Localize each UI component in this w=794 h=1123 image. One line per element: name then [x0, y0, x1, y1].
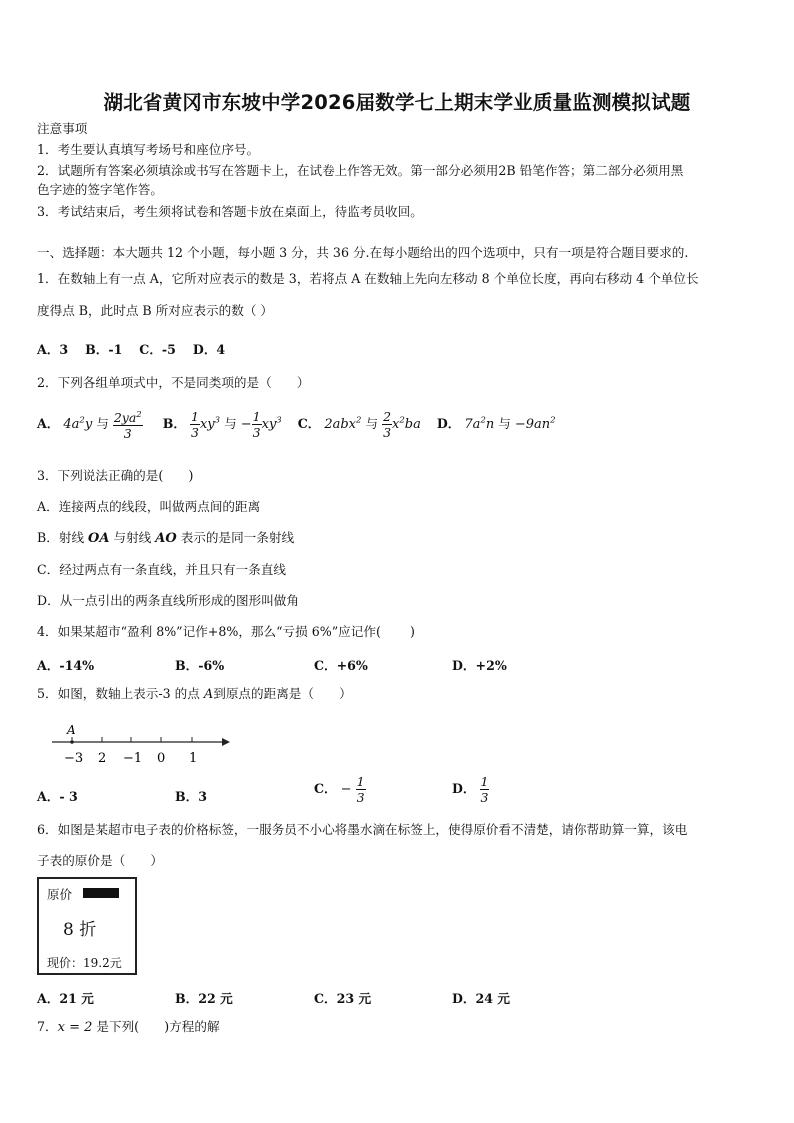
- q5-stem: [37, 686, 352, 703]
- q4-option-a: A．-14%: [37, 658, 95, 673]
- q2-with: 与: [365, 416, 379, 432]
- q5-fraction: $\frac{1}{3}$: [480, 774, 489, 805]
- tag-original-label: 原价: [47, 887, 73, 902]
- tick-label: −3: [64, 751, 84, 766]
- q4-option-c: C．+6%: [314, 658, 368, 673]
- q2-opt-b-label: B．: [162, 416, 186, 432]
- q3-stem: 3．下列说法正确的是( ): [37, 468, 194, 483]
- note-item: 色字迹的签字笔作答。: [37, 182, 163, 197]
- note-item: 3．考试结束后，考生须将试卷和答题卡放在桌面上，待监考员收回。: [37, 204, 423, 219]
- q5-option-c: [314, 774, 366, 805]
- q7-text: 是下列( )方程的解: [92, 1019, 220, 1034]
- q4-option-b: B．-6%: [175, 658, 225, 673]
- q5-option-d: [452, 774, 489, 805]
- q5-opt-d-label: D．: [452, 781, 476, 796]
- q7-equation: x = 2: [57, 1020, 93, 1035]
- q2-with: 与: [224, 416, 237, 432]
- q2-options: [37, 408, 556, 441]
- q1-stem: 1．在数轴上有一点 A，它所对应表示的数是 3，若将点 A 在数轴上先向左移动 8 个单位长度，再向右移动 4 个单位长: [37, 271, 699, 286]
- q2-expr: $4a^2y$: [63, 415, 93, 433]
- q3-option-d: D．从一点引出的两条直线所形成的图形叫做角: [37, 593, 299, 608]
- note-item: 2．试题所有答案必须填涂或书写在答题卡上，在试卷上作答无效。第一部分必须用2B 铅笔作答；第二部分必须用黑: [37, 163, 684, 178]
- q3-option-c: C．经过两点有一条直线，并且只有一条直线: [37, 562, 286, 577]
- q3-b-post: 表示的是同一条射线: [176, 530, 295, 545]
- q1-options: A．3 B．-1 C．-5 D．4: [37, 342, 226, 357]
- q3-b-pre: B．射线: [37, 530, 89, 545]
- q5-option-a: A．- 3: [37, 789, 78, 804]
- q6-option-c: C．23 元: [314, 991, 372, 1006]
- q5-stem-post: 到原点的距离是（ ）: [213, 686, 352, 701]
- q6-option-b: B．22 元: [175, 991, 233, 1006]
- point-a-dot: [70, 740, 74, 744]
- q2-fraction: $\frac{2ya^2}{3}$: [113, 410, 142, 442]
- q5-point-a: A: [203, 687, 214, 702]
- point-a-label: A: [67, 723, 76, 737]
- q2-fraction: $\frac{1}{3}$: [252, 409, 261, 441]
- q2-fraction: $\frac{2}{3}$: [383, 409, 392, 441]
- note-item: 1．考生要认真填写考场号和座位序号。: [37, 142, 260, 157]
- q5-opt-c-label: C．: [314, 781, 337, 796]
- q5-stem-pre: 5．如图，数轴上表示-3 的点: [37, 686, 204, 701]
- q2-opt-a-label: A．: [37, 416, 60, 432]
- tick-label: 2: [98, 751, 107, 766]
- q1-stem: 度得点 B，此时点 B 所对应表示的数（ ）: [37, 303, 274, 318]
- q2-with: 与: [498, 416, 511, 432]
- q2-fraction: $\frac{1}{3}$: [191, 409, 199, 441]
- q3-option-a: A．连接两点的线段，叫做两点间的距离: [37, 499, 261, 514]
- q5-fraction: $\frac{1}{3}$: [356, 774, 365, 805]
- q2-expr: $xy^3$: [261, 415, 282, 433]
- q2-expr: $7a^2n$: [464, 415, 495, 433]
- tick-label: 1: [189, 751, 198, 766]
- price-tag: [37, 877, 137, 975]
- page-title: 湖北省黄冈市东坡中学2026届数学七上期末学业质量监测模拟试题: [103, 91, 691, 114]
- q6-option-d: D．24 元: [452, 991, 511, 1006]
- q5-minus: −: [340, 782, 352, 797]
- q3-option-b: [37, 530, 294, 547]
- number-line-figure: [52, 722, 232, 768]
- tag-discount: 8 折: [63, 920, 97, 940]
- tag-current-price: 现价：19.2元: [47, 956, 122, 970]
- q4-stem: 4．如果某超市“盈利 8%”记作+8%，那么“亏损 6%”应记作( ): [37, 624, 415, 639]
- ray-oa: OA: [88, 531, 110, 546]
- q2-stem: 2．下列各组单项式中，不是同类项的是（ ）: [37, 375, 310, 390]
- q2-expr: $xy^3$: [199, 415, 221, 433]
- q6-stem: 子表的原价是（ ）: [37, 853, 163, 868]
- q4-option-d: D．+2%: [452, 658, 507, 673]
- q2-opt-d-label: D．: [436, 416, 461, 432]
- q2-expr: $x^2ba$: [392, 415, 421, 433]
- q5-option-b: B．3: [175, 789, 208, 804]
- ray-ao: AO: [155, 531, 177, 546]
- tick-label: 0: [157, 751, 166, 766]
- q2-with: 与: [96, 416, 109, 432]
- arrow-icon: [222, 738, 230, 746]
- q2-expr: −: [240, 417, 252, 433]
- section-heading: 一、选择题：本大题共 12 个小题，每小题 3 分，共 36 分.在每小题给出的四个选项中，只有一项是符合题目要求的.: [37, 245, 689, 260]
- q2-expr: $-9an^2$: [514, 415, 556, 433]
- q2-opt-c-label: C．: [297, 416, 321, 432]
- tick-label: −1: [123, 751, 143, 766]
- q7-number: 7．: [37, 1019, 58, 1034]
- ink-blot: [83, 888, 119, 898]
- q3-b-mid: 与射线: [109, 530, 156, 545]
- q2-expr: 2abx$^2$: [324, 415, 362, 433]
- q6-stem: 6．如图是某超市电子表的价格标签，一服务员不小心将墨水滴在标签上，使得原价看不清楚，请你帮助算一算，该电: [37, 822, 688, 837]
- q7-stem: [37, 1019, 220, 1036]
- q6-option-a: A．21 元: [37, 991, 94, 1006]
- notes-heading: 注意事项: [37, 121, 88, 136]
